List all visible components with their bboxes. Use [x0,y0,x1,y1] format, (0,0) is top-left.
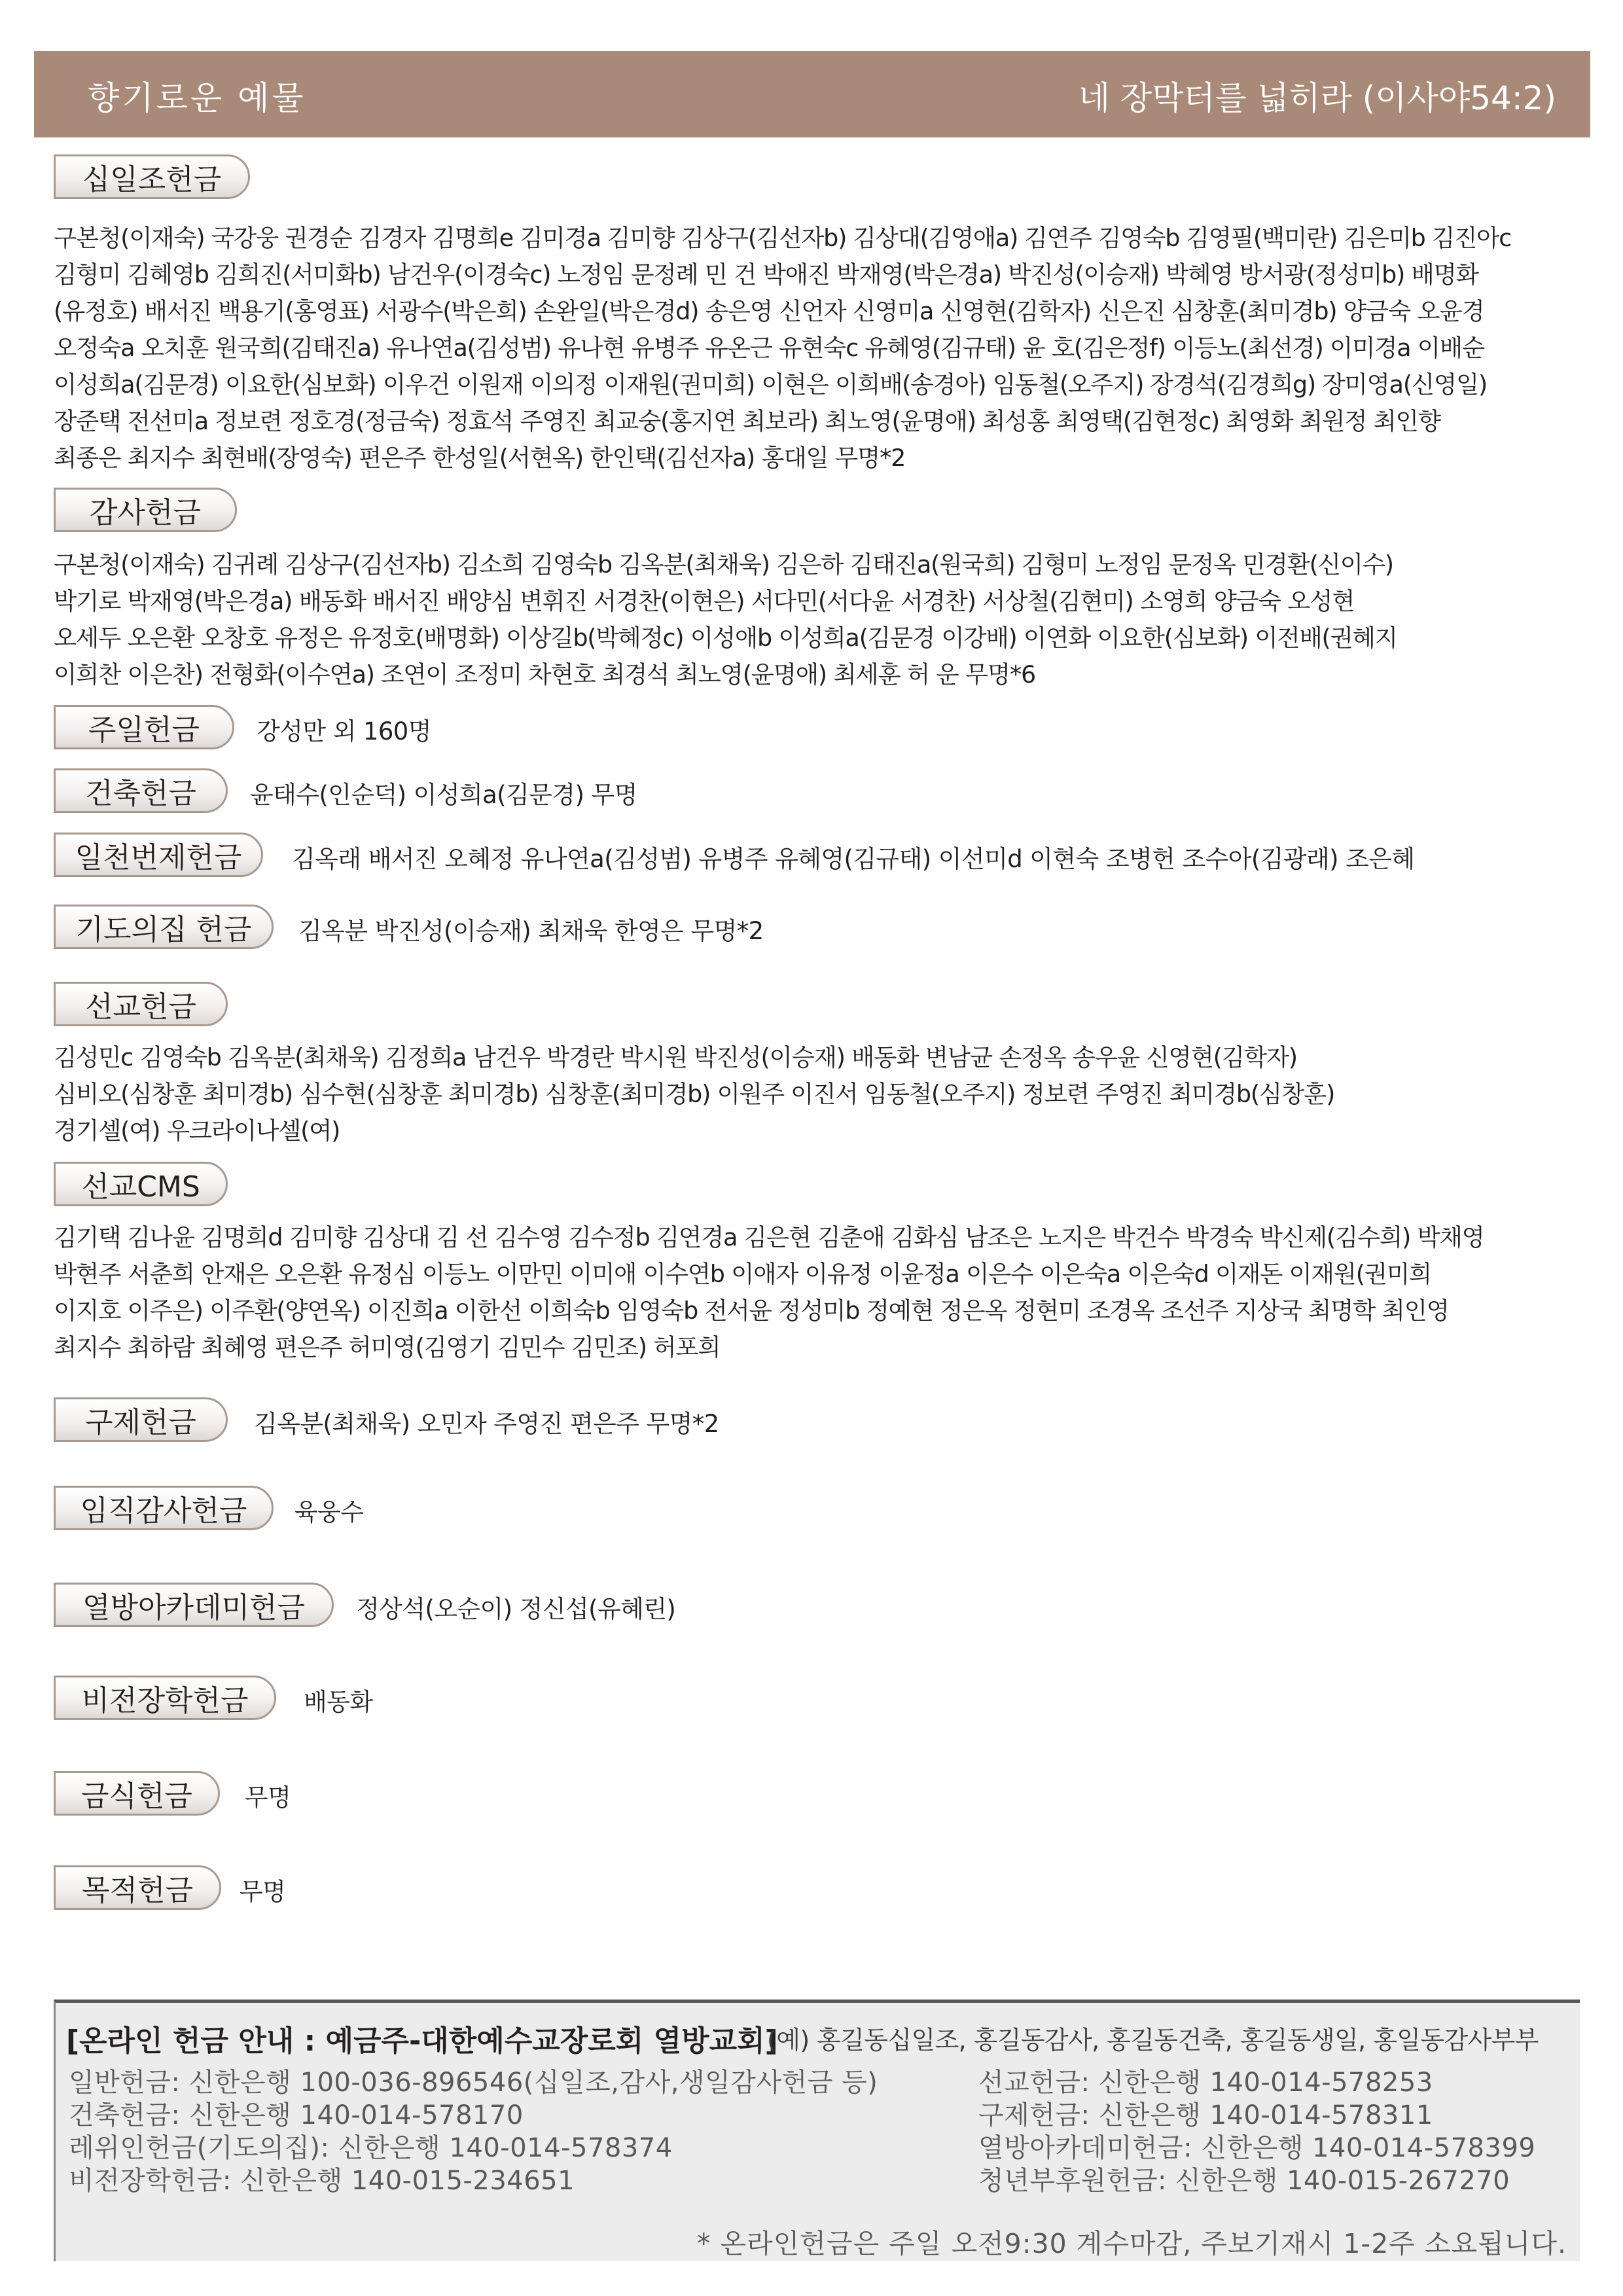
names-line: 심비오(심창훈 최미경b) 심수현(심창훈 최미경b) 심창훈(최미경b) 이원주 이진서 임동철(오주지) 정보련 주영진 최미경b(심창훈) [54,1080,1335,1108]
section-names [54,1219,1578,1366]
section-names: 윤태수(인순덕) 이성희a(김문경) 무명 [250,781,637,809]
names-line: 김성민c 김영숙b 김옥분(최채욱) 김정희a 남건우 박경란 박시원 박진성(이승재) 배동화 변남균 손정옥 송우윤 신영현(김학자) [54,1043,1297,1071]
names-line: 장준택 전선미a 정보련 정호경(정금숙) 정효석 주영진 최교숭(홍지연 최보라) 최노영(윤명애) 최성홍 최영택(김현정c) 최영화 최원정 최인향 [54,407,1440,435]
account-row: 청년부후원헌금: 신한은행 140-015-267270 [978,2166,1510,2196]
section-names [54,1039,1578,1149]
names-line: 오세두 오은환 오창호 유정은 유정호(배명화) 이상길b(박혜정c) 이성애b 이성희a(김문경 이강배) 이연화 이요한(심보화) 이전배(권혜지 [54,624,1397,652]
section-label: 기도의집 헌금 [54,905,274,949]
section-label: 임직감사헌금 [54,1486,274,1530]
account-list-right [978,2066,1535,2197]
online-note: * 온라인헌금은 주일 오전9:30 계수마감, 주보기재시 1-2주 소요됩니다. [697,2228,1567,2259]
section-label: 금식헌금 [54,1771,220,1816]
section-label: 일천번제헌금 [54,833,263,877]
section-label: 구제헌금 [54,1397,228,1442]
section-label: 십일조헌금 [54,154,250,199]
header-verse: 네 장막터를 넓히라 (이사야54:2) [1078,79,1556,117]
section-label: 주일헌금 [54,705,234,749]
section-names [54,547,1578,693]
names-line: 경기셀(여) 우크라이나셀(여) [54,1117,340,1145]
section-names: 무명 [245,1784,291,1812]
section-label: 비전장학헌금 [54,1676,276,1720]
section-names: 강성만 외 160명 [257,717,431,745]
account-row: 선교헌금: 신한은행 140-014-578253 [978,2068,1433,2098]
names-line: 최종은 최지수 최현배(장영숙) 편은주 한성일(서현옥) 한인택(김선자a) 홍대일 무명*2 [54,444,906,472]
section-label: 열방아카데미헌금 [54,1583,334,1627]
names-line: 박현주 서춘희 안재은 오은환 유정심 이등노 이만민 이미애 이수연b 이애자 이유정 이윤정a 이은수 이은숙a 이은숙d 이재돈 이재원(권미희 [54,1260,1431,1288]
names-line: 구본청(이재숙) 국강웅 권경순 김경자 김명희e 김미경a 김미향 김상구(김선자b) 김상대(김영애a) 김연주 김영숙b 김영필(백미란) 김은미b 김진아c [54,224,1512,252]
header-title: 향기로운 예물 [88,79,306,117]
section-names: 배동화 [304,1688,373,1716]
section-label: 감사헌금 [54,488,237,532]
section-label: 건축헌금 [54,768,228,813]
names-line: 이지호 이주은) 이주환(양연옥) 이진희a 이한선 이희숙b 임영숙b 전서윤 정성미b 정예현 정은옥 정현미 조경옥 조선주 지상국 최명학 최인영 [54,1297,1449,1325]
section-names: 정상석(오순이) 정신섭(유혜린) [356,1595,676,1623]
section-names [54,220,1578,476]
section-names: 육웅수 [294,1498,364,1526]
page-header [34,51,1590,137]
names-line: 구본청(이재숙) 김귀례 김상구(김선자b) 김소희 김영숙b 김옥분(최채욱) 김은하 김태진a(원국희) 김형미 노정임 문정옥 민경환(신이수) [54,550,1393,579]
names-line: 김형미 김혜영b 김희진(서미화b) 남건우(이경숙c) 노정임 문정례 민 건 박애진 박재영(박은경a) 박진성(이승재) 박혜영 방서광(정성미b) 배명화 [54,260,1478,289]
names-line: 이희찬 이은찬) 전형화(이수연a) 조연이 조정미 차현호 최경석 최노영(윤명애) 최세훈 허 운 무명*6 [54,660,1036,689]
account-row: 비전장학헌금: 신한은행 140-015-234651 [69,2166,575,2196]
section-names: 김옥래 배서진 오혜정 유나연a(김성범) 유병주 유혜영(김규태) 이선미d 이현숙 조병헌 조수아(김광래) 조은혜 [292,845,1415,873]
account-row: 건축헌금: 신한은행 140-014-578170 [69,2100,524,2130]
account-list-left [69,2066,878,2197]
names-line: 오정숙a 오치훈 원국희(김태진a) 유나연a(김성범) 유나현 유병주 유온근 유현숙c 유혜영(김규태) 윤 호(김은정f) 이등노(최선경) 이미경a 이배순 [54,334,1484,362]
section-label: 선교헌금 [54,982,228,1026]
names-line: 이성희a(김문경) 이요한(심보화) 이우건 이원재 이의정 이재원(권미희) 이현은 이희배(송경아) 임동철(오주지) 장경석(김경희g) 장미영a(신영일) [54,370,1488,399]
names-line: (유정호) 배서진 백용기(홍영표) 서광수(박은희) 손완일(박은경d) 송은영 신언자 신영미a 신영현(김학자) 신은진 심창훈(최미경b) 양금숙 오윤경 [54,297,1484,325]
section-names: 김옥분 박진성(이승재) 최채욱 한영은 무명*2 [298,917,764,945]
online-example: (예) 홍길동십일조, 홍길동감사, 홍길동건축, 홍길동생일, 홍일동감사부부 [767,2026,1539,2054]
online-offering-box [54,2000,1580,2261]
account-row: 일반헌금: 신한은행 100-036-896546(십일조,감사,생일감사헌금 등) [69,2068,878,2098]
account-row: 열방아카데미헌금: 신한은행 140-014-578399 [978,2133,1536,2163]
account-row: 구제헌금: 신한은행 140-014-578311 [978,2100,1433,2130]
names-line: 최지수 최하람 최혜영 편은주 허미영(김영기 김민수 김민조) 허포희 [54,1333,721,1361]
section-label: 선교CMS [54,1162,228,1206]
section-names: 김옥분(최채욱) 오민자 주영진 편은주 무명*2 [254,1410,719,1438]
account-row: 레위인헌금(기도의집): 신한은행 140-014-578374 [69,2133,673,2163]
online-title: [온라인 헌금 안내 : 예금주-대한예수교장로회 열방교회] [66,2024,778,2058]
names-line: 박기로 박재영(박은경a) 배동화 배서진 배양심 변휘진 서경찬(이현은) 서다민(서다윤 서경찬) 서상철(김현미) 소영희 양금숙 오성현 [54,587,1355,615]
section-label: 목적헌금 [54,1865,221,1910]
names-line: 김기택 김나윤 김명희d 김미향 김상대 김 선 김수영 김수정b 김연경a 김은현 김춘애 김화심 남조은 노지은 박건수 박경숙 박신제(김수희) 박채영 [54,1223,1484,1251]
section-names: 무명 [240,1878,286,1906]
